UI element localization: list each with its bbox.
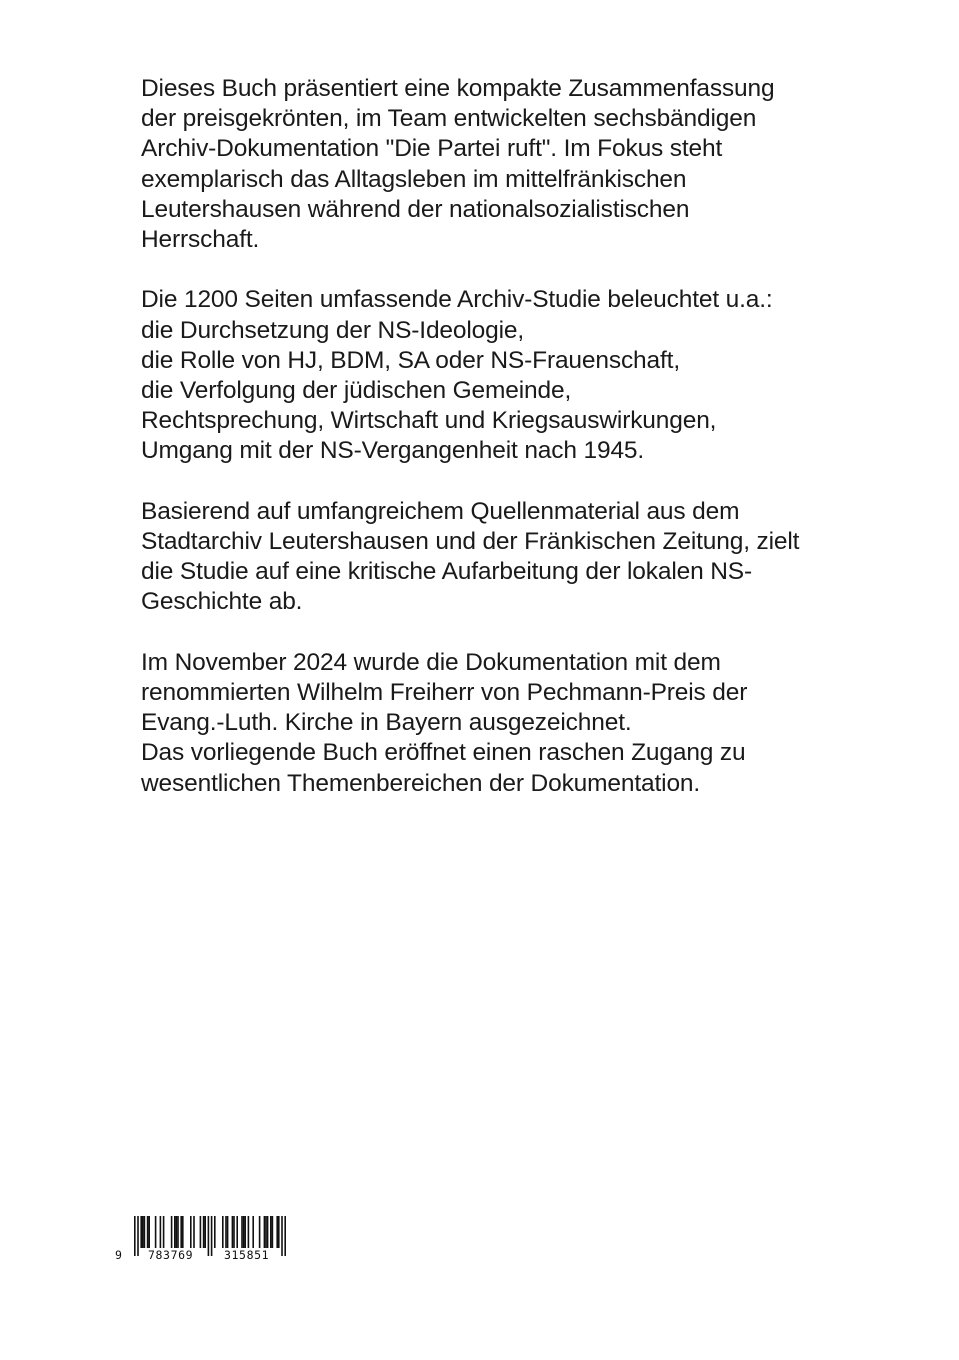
barcode-bar [233, 1216, 235, 1248]
text-line: Basierend auf umfangreichem Quellenmaterial aus dem [141, 497, 740, 525]
barcode-bar [265, 1216, 267, 1248]
barcode-bar [180, 1216, 182, 1248]
text-line: Das vorliegende Buch eröffnet einen raschen Zugang zu [141, 739, 746, 767]
text-line: wesentlichen Themenbereichen der Dokumentation. [141, 769, 701, 797]
barcode-guard-bar [211, 1216, 213, 1256]
barcode-bar [177, 1216, 179, 1248]
barcode-bar [267, 1216, 269, 1248]
text-line: die Rolle von HJ, BDM, SA oder NS-Frauenschaft, [141, 346, 680, 374]
barcode-bar [160, 1216, 162, 1248]
barcode-bar [252, 1216, 254, 1248]
barcode-bar [241, 1216, 243, 1248]
barcode-bar [270, 1216, 272, 1248]
barcode-bar [204, 1216, 206, 1248]
barcode-bar [147, 1216, 149, 1248]
text-line: exemplarisch das Alltagsleben im mittelfränkischen [141, 165, 687, 193]
text-line: Umgang mit der NS-Vergangenheit nach 1945. [141, 437, 645, 465]
barcode-guard-bar [134, 1216, 136, 1256]
barcode-bar [171, 1216, 173, 1248]
text-line: Stadtarchiv Leutershausen und der Fränkischen Zeitung, zielt [141, 528, 800, 556]
paragraph-sources [141, 497, 841, 618]
barcode-bar [244, 1216, 246, 1248]
paragraph-award [141, 648, 841, 799]
text-line: Im November 2024 wurde die Dokumentation mit dem [141, 648, 721, 676]
barcode-bar [193, 1216, 195, 1248]
text-line: Herrschaft. [141, 226, 260, 254]
barcode-bar [200, 1216, 202, 1248]
barcode-bar [278, 1216, 280, 1248]
barcode-guard-bar [137, 1216, 139, 1256]
text-line: der preisgekrönten, im Team entwickelten sechsbändigen [141, 105, 757, 133]
barcode-bar [144, 1216, 146, 1248]
barcode-guard-bar [281, 1216, 283, 1256]
barcode-bar [203, 1216, 205, 1248]
barcode-bar [232, 1216, 234, 1248]
text-line: die Verfolgung der jüdischen Gemeinde, [141, 377, 572, 405]
barcode-right-digits: 315851 [224, 1248, 270, 1262]
text-line: die Durchsetzung der NS-Ideologie, [141, 316, 525, 344]
text-line: Geschichte ab. [141, 588, 303, 616]
barcode-bar [276, 1216, 278, 1248]
barcode-bar [190, 1216, 192, 1248]
barcode-bar [163, 1216, 165, 1248]
barcode-bar [248, 1216, 250, 1248]
barcode-bar [148, 1216, 150, 1248]
barcode-bar [225, 1216, 227, 1248]
isbn-barcode [115, 1216, 295, 1266]
barcode-bar [222, 1216, 224, 1248]
text-line: renommierten Wilhelm Freiherr von Pechmann-Preis der [141, 679, 748, 707]
text-line: Leutershausen während der nationalsozialistischen [141, 195, 690, 223]
barcode-first-digit: 9 [115, 1248, 123, 1262]
paragraph-topics [141, 285, 841, 466]
text-line: Rechtsprechung, Wirtschaft und Kriegsauswirkungen, [141, 407, 717, 435]
text-line: Evang.-Luth. Kirche in Bayern ausgezeichnet. [141, 709, 632, 737]
barcode-guard-bar [284, 1216, 286, 1256]
barcode-bar [236, 1216, 238, 1248]
text-line: die Studie auf eine kritische Aufarbeitung der lokalen NS- [141, 558, 752, 586]
text-line: Dieses Buch präsentiert eine kompakte Zusammenfassung [141, 75, 775, 102]
barcode-bar [174, 1216, 176, 1248]
barcode-bar [214, 1216, 216, 1248]
barcode-bar [264, 1216, 266, 1248]
back-cover-text [141, 74, 841, 829]
text-line: Die 1200 Seiten umfassende Archiv-Studie beleuchtet u.a.: [141, 286, 773, 314]
barcode-bar [182, 1216, 184, 1248]
barcode-bar [259, 1216, 261, 1248]
barcode-bar [272, 1216, 274, 1248]
barcode-guard-bar [208, 1216, 210, 1256]
barcode-bar [176, 1216, 178, 1248]
barcode-left-digits: 783769 [148, 1248, 194, 1262]
text-line: Archiv-Dokumentation "Die Partei ruft". Im Fokus steht [141, 135, 723, 163]
barcode-bar [243, 1216, 245, 1248]
barcode-bar [142, 1216, 144, 1248]
paragraph-intro [141, 74, 841, 255]
barcode-bar [227, 1216, 229, 1248]
barcode-bar [140, 1216, 142, 1248]
barcode-bar [155, 1216, 157, 1248]
